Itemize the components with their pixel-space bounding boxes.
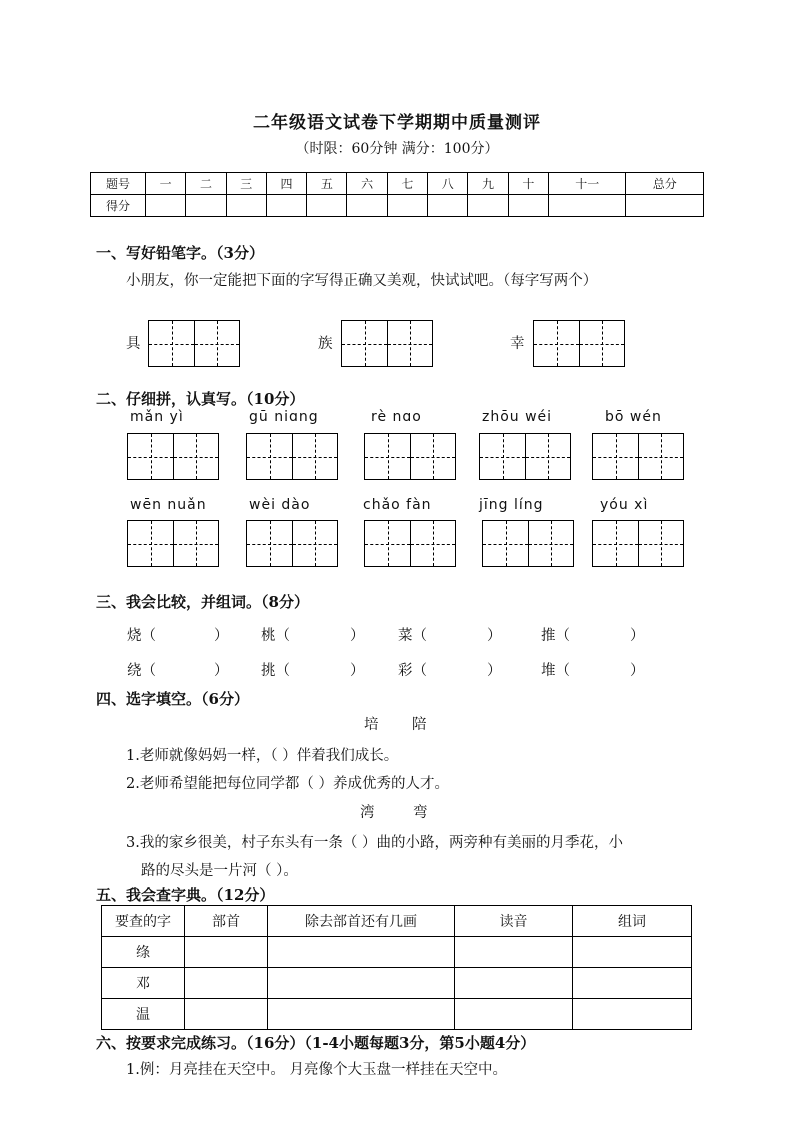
compare-char: 烧（: [127, 628, 156, 644]
write-char: 具: [126, 336, 141, 352]
answer-cell[interactable]: [455, 937, 573, 968]
writing-grid[interactable]: [148, 320, 240, 367]
pinyin-label: jīng líng: [479, 497, 544, 513]
page-title: 二年级语文试卷下学期期中质量测评: [253, 113, 541, 133]
answer-cell[interactable]: [185, 937, 268, 968]
dictionary-char: 绦: [102, 937, 185, 968]
exercise-example: 1.例：月亮挂在天空中。 月亮像个大玉盘一样挂在天空中。: [126, 1062, 507, 1078]
answer-cell[interactable]: [185, 968, 268, 999]
pinyin-label: chǎo fàn: [363, 497, 432, 513]
writing-grid[interactable]: [592, 433, 684, 480]
compare-blank-close: ）: [214, 628, 229, 644]
score-cell: [626, 195, 704, 217]
writing-grid[interactable]: [479, 433, 571, 480]
pinyin-label: mǎn yì: [130, 409, 184, 425]
score-header-cell: 九: [468, 173, 508, 195]
compare-char: 堆（: [541, 663, 570, 679]
score-header-cell: 六: [347, 173, 387, 195]
dictionary-header-row: [102, 906, 692, 937]
score-cell: [387, 195, 427, 217]
compare-blank-close: ）: [630, 628, 645, 644]
choice-char: 培: [364, 717, 379, 733]
compare-blank-close: ）: [350, 663, 365, 679]
section-4-heading: 四、选字填空。（6分）: [96, 690, 249, 708]
score-cell: [468, 195, 508, 217]
compare-blank-close: ）: [630, 663, 645, 679]
score-table: [90, 172, 704, 217]
score-header-cell: 五: [307, 173, 347, 195]
writing-grid[interactable]: [364, 433, 456, 480]
section-3-heading: 三、我会比较，并组词。（8分）: [96, 593, 309, 611]
dictionary-char: 温: [102, 999, 185, 1030]
writing-grid[interactable]: [592, 520, 684, 567]
compare-blank-close: ）: [487, 628, 502, 644]
section-2-heading: 二、仔细拼，认真写。（10分）: [96, 390, 305, 408]
writing-grid[interactable]: [482, 520, 574, 567]
compare-char: 桃（: [261, 628, 290, 644]
compare-char: 挑（: [261, 663, 290, 679]
score-cell: [548, 195, 625, 217]
compare-blank-close: ）: [214, 663, 229, 679]
section-6-heading: 六、按要求完成练习。（16分）（1-4小题每题3分，第5小题4分）: [96, 1034, 536, 1052]
score-row-label: 得分: [91, 195, 146, 217]
writing-grid[interactable]: [246, 520, 338, 567]
score-header-cell: 七: [387, 173, 427, 195]
score-table-score-row: [91, 195, 704, 217]
pinyin-label: bō wén: [605, 409, 662, 425]
dictionary-header-cell: 除去部首还有几画: [268, 906, 455, 937]
score-header-cell: 题号: [91, 173, 146, 195]
section-5-heading: 五、我会查字典。（12分）: [96, 886, 275, 904]
score-cell: [146, 195, 186, 217]
answer-cell[interactable]: [455, 968, 573, 999]
table-row: [102, 999, 692, 1030]
dictionary-header-cell: 读音: [455, 906, 573, 937]
score-cell: [266, 195, 306, 217]
score-header-cell: 总分: [626, 173, 704, 195]
choice-char: 陪: [412, 717, 427, 733]
score-cell: [226, 195, 266, 217]
score-cell: [307, 195, 347, 217]
score-header-cell: 十一: [548, 173, 625, 195]
dictionary-header-cell: 部首: [185, 906, 268, 937]
page-subtitle: （时限：60分钟 满分：100分）: [295, 141, 499, 157]
pinyin-label: wēn nuǎn: [130, 497, 207, 513]
compare-blank-close: ）: [350, 628, 365, 644]
answer-cell[interactable]: [268, 968, 455, 999]
pinyin-label: rè nɑo: [371, 409, 422, 425]
score-cell: [508, 195, 548, 217]
compare-blank-close: ）: [487, 663, 502, 679]
write-char: 幸: [510, 336, 525, 352]
compare-char: 推（: [541, 628, 570, 644]
dictionary-header-cell: 要查的字: [102, 906, 185, 937]
answer-cell[interactable]: [268, 937, 455, 968]
answer-cell[interactable]: [185, 999, 268, 1030]
score-cell: [428, 195, 468, 217]
writing-grid[interactable]: [533, 320, 625, 367]
fill-question: 3.我的家乡很美，村子东头有一条（ ）曲的小路，两旁种有美丽的月季花，小: [126, 835, 623, 851]
answer-cell[interactable]: [268, 999, 455, 1030]
answer-cell[interactable]: [455, 999, 573, 1030]
answer-cell[interactable]: [573, 999, 692, 1030]
section-1-heading: 一、写好铅笔字。（3分）: [96, 244, 264, 262]
compare-char: 彩（: [398, 663, 427, 679]
score-header-cell: 四: [266, 173, 306, 195]
score-header-cell: 十: [508, 173, 548, 195]
writing-grid[interactable]: [341, 320, 433, 367]
section-1-instruction: 小朋友，你一定能把下面的字写得正确又美观，快试试吧。（每字写两个）: [126, 273, 598, 289]
answer-cell[interactable]: [573, 968, 692, 999]
score-table-header-row: [91, 173, 704, 195]
fill-question-continued: 路的尽头是一片河（ ）。: [141, 863, 298, 879]
dictionary-char: 邓: [102, 968, 185, 999]
score-cell: [347, 195, 387, 217]
answer-cell[interactable]: [573, 937, 692, 968]
pinyin-label: zhōu wéi: [482, 409, 553, 425]
table-row: [102, 968, 692, 999]
writing-grid[interactable]: [127, 520, 219, 567]
writing-grid[interactable]: [246, 433, 338, 480]
pinyin-label: wèi dào: [249, 497, 311, 513]
dictionary-header-cell: 组词: [573, 906, 692, 937]
write-char: 族: [318, 336, 333, 352]
score-header-cell: 二: [186, 173, 226, 195]
score-cell: [186, 195, 226, 217]
compare-char: 绕（: [127, 663, 156, 679]
writing-grid[interactable]: [127, 433, 219, 480]
dictionary-table: [101, 905, 692, 1030]
writing-grid[interactable]: [364, 520, 456, 567]
score-header-cell: 八: [428, 173, 468, 195]
pinyin-label: yóu xì: [600, 497, 649, 513]
pinyin-label: gū niɑng: [249, 409, 319, 425]
choice-char: 湾: [360, 805, 375, 821]
table-row: [102, 937, 692, 968]
compare-char: 菜（: [398, 628, 427, 644]
fill-question: 1.老师就像妈妈一样，（ ）伴着我们成长。: [126, 748, 399, 764]
score-header-cell: 三: [226, 173, 266, 195]
fill-question: 2.老师希望能把每位同学都（ ）养成优秀的人才。: [126, 776, 449, 792]
score-header-cell: 一: [146, 173, 186, 195]
choice-char: 弯: [413, 805, 428, 821]
